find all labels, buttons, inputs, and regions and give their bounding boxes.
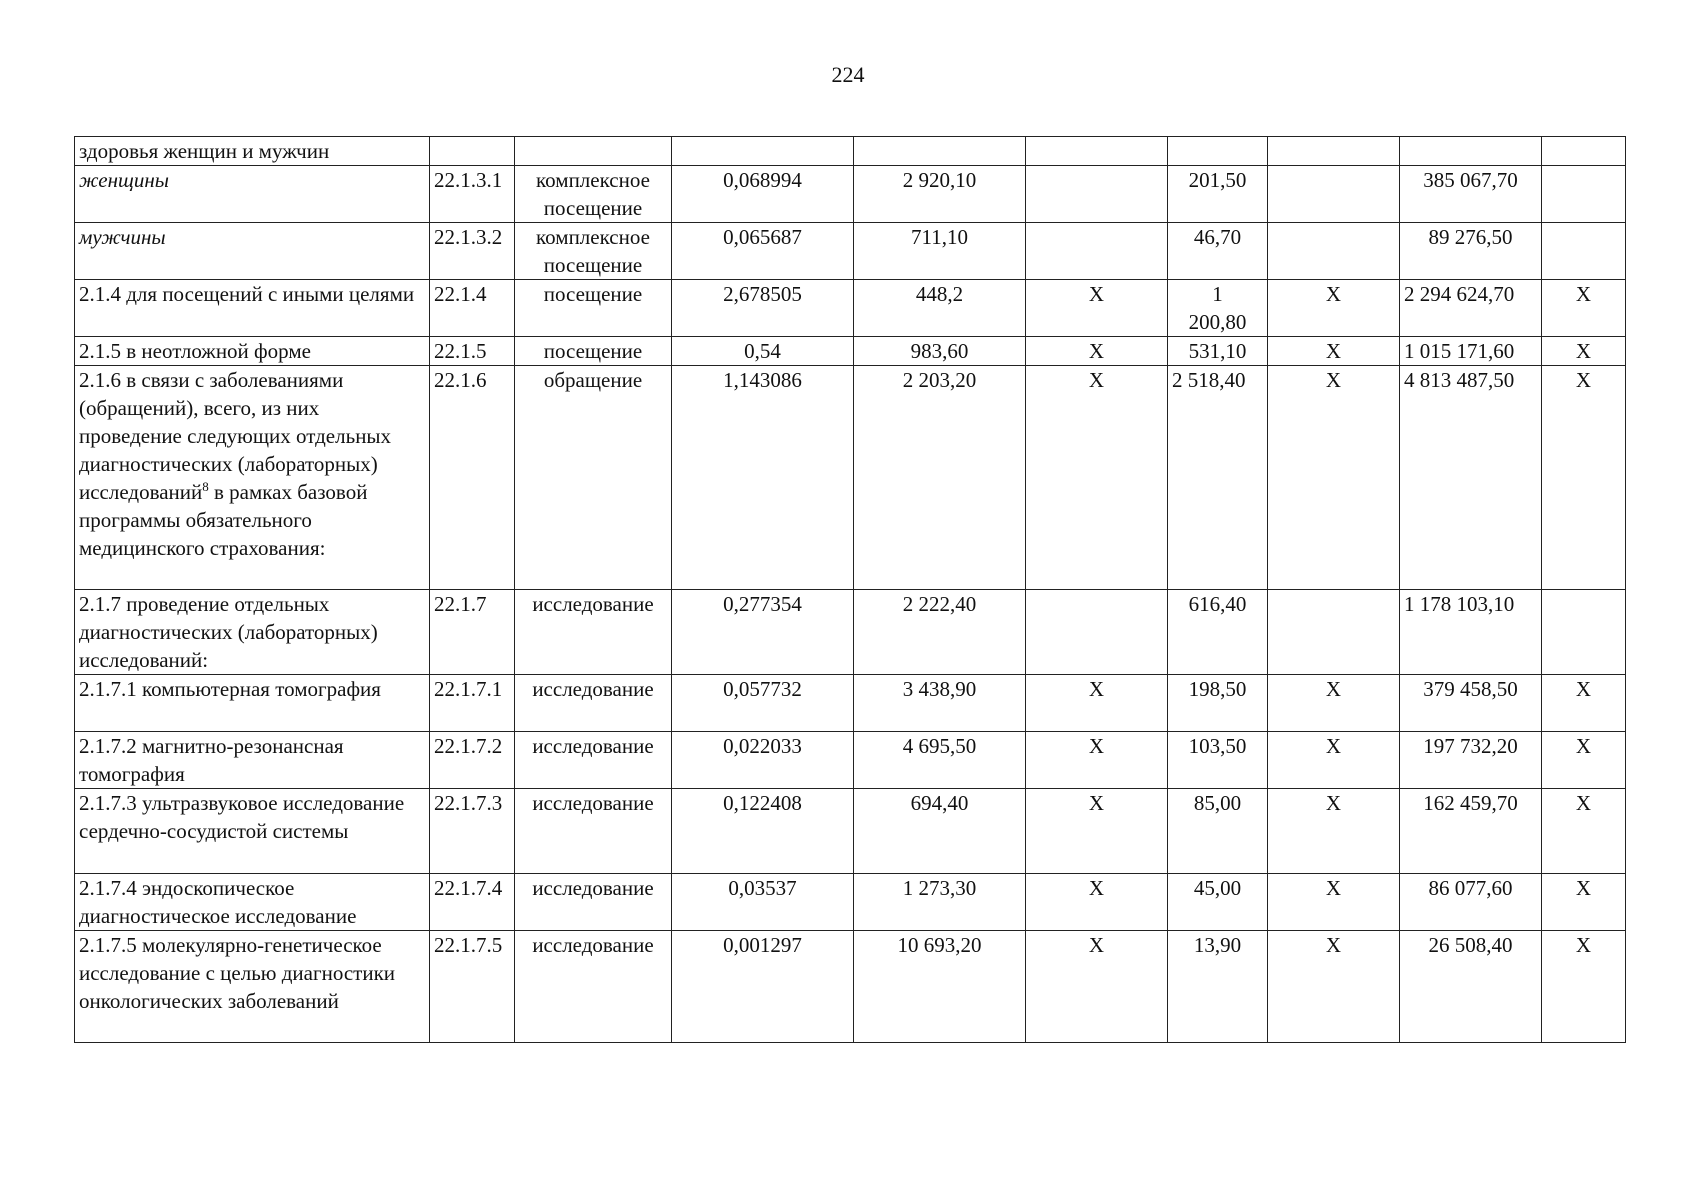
- table-row: [75, 675, 1626, 732]
- row-x1: Х: [1026, 931, 1168, 1043]
- footnote-ref: 8: [202, 479, 209, 494]
- row-name: 2.1.7.3 ультразвуковое исследование сердечно-сосудистой системы: [75, 789, 430, 874]
- row-x1: [1026, 166, 1168, 223]
- row-name: 2.1.4 для посещений с иными целями: [75, 280, 430, 337]
- row-x3: [1542, 590, 1626, 675]
- row-code: 22.1.7.2: [430, 732, 515, 789]
- row-unit: исследование: [515, 675, 672, 732]
- row-x2: [1268, 166, 1400, 223]
- row-per-capita: 201,50: [1168, 166, 1268, 223]
- row-per-capita: 616,40: [1168, 590, 1268, 675]
- row-code: 22.1.7: [430, 590, 515, 675]
- row-x2: [1268, 137, 1400, 166]
- row-x3: Х: [1542, 931, 1626, 1043]
- row-name: женщины: [75, 166, 430, 223]
- row-cost: 2 920,10: [854, 166, 1026, 223]
- row-name: 2.1.7.5 молекулярно-генетическое исследование с целью диагностики онкологических заболеваний: [75, 931, 430, 1043]
- row-volume: 0,03537: [672, 874, 854, 931]
- row-unit: исследование: [515, 931, 672, 1043]
- row-x2: Х: [1268, 366, 1400, 590]
- row-name: [75, 366, 430, 590]
- row-x2: Х: [1268, 675, 1400, 732]
- table-row: [75, 137, 1626, 166]
- row-name: 2.1.5 в неотложной форме: [75, 337, 430, 366]
- table-row: [75, 590, 1626, 675]
- row-per-capita: 85,00: [1168, 789, 1268, 874]
- row-per-capita: 45,00: [1168, 874, 1268, 931]
- table-row: [75, 223, 1626, 280]
- row-cost: 2 222,40: [854, 590, 1026, 675]
- row-unit: исследование: [515, 590, 672, 675]
- row-per-capita: 198,50: [1168, 675, 1268, 732]
- row-cost: 4 695,50: [854, 732, 1026, 789]
- row-x1: [1026, 223, 1168, 280]
- row-code: 22.1.6: [430, 366, 515, 590]
- tariff-table: [74, 136, 1626, 1043]
- row-name: мужчины: [75, 223, 430, 280]
- row-x3: Х: [1542, 732, 1626, 789]
- row-x3: Х: [1542, 366, 1626, 590]
- row-total: 2 294 624,70: [1400, 280, 1542, 337]
- row-volume: [672, 137, 854, 166]
- row-code: 22.1.7.5: [430, 931, 515, 1043]
- row-x1: Х: [1026, 732, 1168, 789]
- row-name: 2.1.7.2 магнитно-резонансная томография: [75, 732, 430, 789]
- row-x2: Х: [1268, 874, 1400, 931]
- row-name: здоровья женщин и мужчин: [75, 137, 430, 166]
- row-total: 26 508,40: [1400, 931, 1542, 1043]
- row-volume: 0,122408: [672, 789, 854, 874]
- row-x3: [1542, 137, 1626, 166]
- row-per-capita: 46,70: [1168, 223, 1268, 280]
- row-x1: Х: [1026, 366, 1168, 590]
- row-code: 22.1.3.1: [430, 166, 515, 223]
- row-cost: 2 203,20: [854, 366, 1026, 590]
- row-volume: 0,54: [672, 337, 854, 366]
- row-volume: 0,057732: [672, 675, 854, 732]
- row-total: 89 276,50: [1400, 223, 1542, 280]
- row-code: 22.1.5: [430, 337, 515, 366]
- row-unit: посещение: [515, 337, 672, 366]
- row-cost: 694,40: [854, 789, 1026, 874]
- table-row: [75, 337, 1626, 366]
- row-total: 4 813 487,50: [1400, 366, 1542, 590]
- row-name-tail: в рамках базовой программы обязательного медицинского страхования:: [79, 480, 368, 560]
- row-code: 22.1.3.2: [430, 223, 515, 280]
- row-total: 1 178 103,10: [1400, 590, 1542, 675]
- row-unit: комплексное посещение: [515, 166, 672, 223]
- row-cost: 3 438,90: [854, 675, 1026, 732]
- row-x2: Х: [1268, 732, 1400, 789]
- row-unit: исследование: [515, 789, 672, 874]
- row-x2: Х: [1268, 337, 1400, 366]
- row-name-text: 2.1.6 в связи с заболеваниями (обращений), всего, из них проведение следующих отдельных диагностических (лабораторных) исследований: [79, 368, 392, 504]
- table-row: [75, 931, 1626, 1043]
- row-per-capita-line1: 1: [1212, 282, 1223, 306]
- row-x1: [1026, 137, 1168, 166]
- row-x2: [1268, 223, 1400, 280]
- row-name: 2.1.7.4 эндоскопическое диагностическое исследование: [75, 874, 430, 931]
- table-row: [75, 280, 1626, 337]
- row-x3: [1542, 166, 1626, 223]
- row-volume: 1,143086: [672, 366, 854, 590]
- row-unit: исследование: [515, 732, 672, 789]
- row-x1: Х: [1026, 874, 1168, 931]
- row-cost: 448,2: [854, 280, 1026, 337]
- row-x3: Х: [1542, 789, 1626, 874]
- row-volume: 0,277354: [672, 590, 854, 675]
- row-x3: Х: [1542, 280, 1626, 337]
- row-name: 2.1.7.1 компьютерная томография: [75, 675, 430, 732]
- row-cost: 1 273,30: [854, 874, 1026, 931]
- row-x2: Х: [1268, 280, 1400, 337]
- row-total: [1400, 137, 1542, 166]
- row-volume: 2,678505: [672, 280, 854, 337]
- row-total: 1 015 171,60: [1400, 337, 1542, 366]
- row-x2: Х: [1268, 789, 1400, 874]
- row-per-capita: 103,50: [1168, 732, 1268, 789]
- row-per-capita: 2 518,40: [1168, 366, 1268, 590]
- row-code: 22.1.7.4: [430, 874, 515, 931]
- table-row: [75, 366, 1626, 590]
- row-total: 379 458,50: [1400, 675, 1542, 732]
- table-row: [75, 874, 1626, 931]
- row-total: 162 459,70: [1400, 789, 1542, 874]
- row-x1: Х: [1026, 280, 1168, 337]
- row-cost: 983,60: [854, 337, 1026, 366]
- row-unit: обращение: [515, 366, 672, 590]
- row-cost: 10 693,20: [854, 931, 1026, 1043]
- row-total: 197 732,20: [1400, 732, 1542, 789]
- row-name: 2.1.7 проведение отдельных диагностических (лабораторных) исследований:: [75, 590, 430, 675]
- row-unit: исследование: [515, 874, 672, 931]
- row-unit: комплексное посещение: [515, 223, 672, 280]
- row-x1: Х: [1026, 675, 1168, 732]
- row-per-capita: 13,90: [1168, 931, 1268, 1043]
- row-x2: [1268, 590, 1400, 675]
- row-x3: Х: [1542, 337, 1626, 366]
- row-volume: 0,022033: [672, 732, 854, 789]
- row-code: 22.1.7.1: [430, 675, 515, 732]
- row-per-capita: 531,10: [1168, 337, 1268, 366]
- row-per-capita: [1168, 280, 1268, 337]
- row-volume: 0,068994: [672, 166, 854, 223]
- row-cost: [854, 137, 1026, 166]
- row-x3: Х: [1542, 675, 1626, 732]
- row-per-capita: [1168, 137, 1268, 166]
- table-row: [75, 166, 1626, 223]
- row-x2: Х: [1268, 931, 1400, 1043]
- row-total: 385 067,70: [1400, 166, 1542, 223]
- page-number: 224: [831, 62, 865, 87]
- row-volume: 0,001297: [672, 931, 854, 1043]
- table-row: [75, 732, 1626, 789]
- row-x3: Х: [1542, 874, 1626, 931]
- row-x1: Х: [1026, 789, 1168, 874]
- row-code: [430, 137, 515, 166]
- row-unit: посещение: [515, 280, 672, 337]
- row-unit: [515, 137, 672, 166]
- row-x1: [1026, 590, 1168, 675]
- row-total: 86 077,60: [1400, 874, 1542, 931]
- row-cost: 711,10: [854, 223, 1026, 280]
- row-volume: 0,065687: [672, 223, 854, 280]
- row-code: 22.1.7.3: [430, 789, 515, 874]
- row-x1: Х: [1026, 337, 1168, 366]
- table-row: [75, 789, 1626, 874]
- row-x3: [1542, 223, 1626, 280]
- row-code: 22.1.4: [430, 280, 515, 337]
- row-per-capita-line2: 200,80: [1188, 310, 1247, 334]
